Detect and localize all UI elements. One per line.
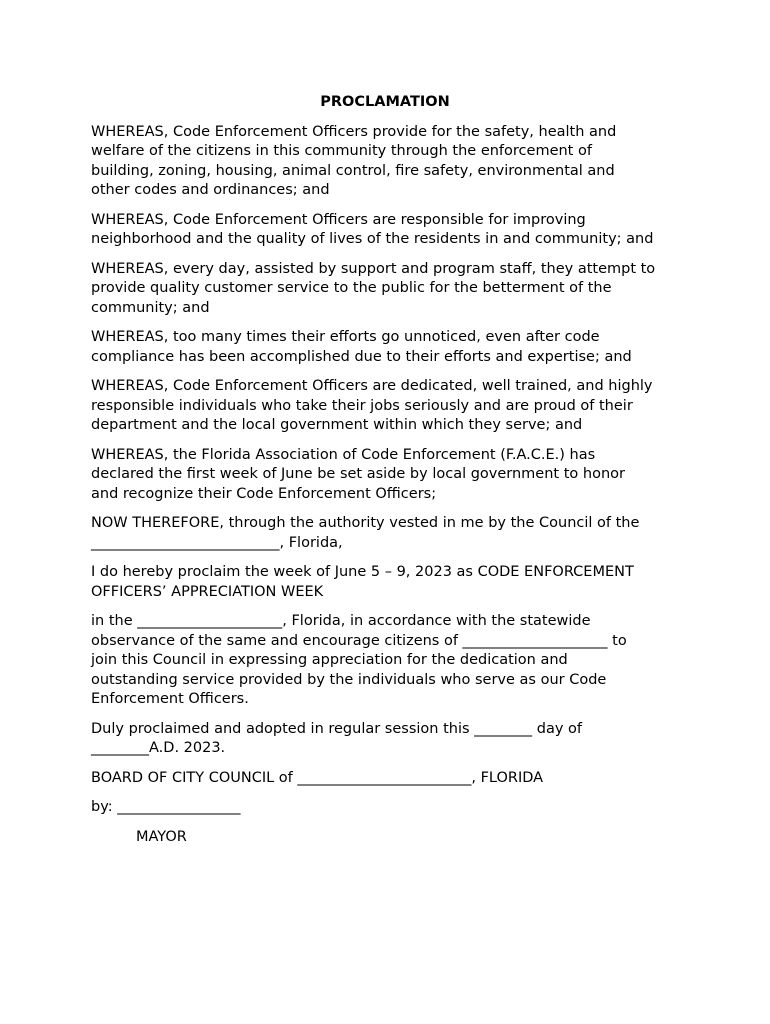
whereas-paragraph-6: WHEREAS, the Florida Association of Code Enforcement (F.A.C.E.) has declared the first week of June be set aside by local government to honor and recognize their Code Enforcement Officers; [91, 446, 625, 502]
whereas-paragraph-3: WHEREAS, every day, assisted by support and program staff, they attempt to provide quality customer service to the public for the betterment of the community; and [91, 260, 656, 316]
statewide-observance-paragraph: in the ____________________, Florida, in accordance with the statewide observance of the same and encourage citizens of ____________________ to join this Council in expressing appreciation for the dedication and outstanding service provided by the individuals who serve as our Code Enforcement Officers. [91, 613, 627, 707]
mayor-label: MAYOR [136, 828, 187, 845]
duly-proclaimed-paragraph: Duly proclaimed and adopted in regular session this ________ day of ________A.D. 2023. [91, 720, 583, 756]
whereas-paragraph-5: WHEREAS, Code Enforcement Officers are dedicated, well trained, and highly responsible individuals who take their jobs seriously and are proud of their department and the local government within which they serve; and [91, 378, 653, 433]
proclamation-document [91, 93, 691, 857]
board-line: BOARD OF CITY COUNCIL of ________________________, FLORIDA [91, 769, 544, 786]
whereas-paragraph-4: WHEREAS, too many times their efforts go unnoticed, even after code compliance has been accomplished due to their efforts and expertise; and [91, 329, 632, 365]
proclaim-paragraph: I do hereby proclaim the week of June 5 – 9, 2023 as CODE ENFORCEMENT OFFICERS’ APPRECIATION WEEK [91, 564, 634, 600]
now-therefore-paragraph: NOW THEREFORE, through the authority vested in me by the Council of the __________________________, Florida, [91, 515, 640, 551]
whereas-paragraph-2: WHEREAS, Code Enforcement Officers are responsible for improving neighborhood and the quality of lives of the residents in and community; and [91, 211, 654, 247]
whereas-paragraph-1: WHEREAS, Code Enforcement Officers provide for the safety, health and welfare of the citizens in this community through the enforcement of building, zoning, housing, animal control, fire safety, environmental and other codes and ordinances; and [91, 123, 617, 198]
signature-line: by: _________________ [91, 799, 241, 815]
document-title: PROCLAMATION [320, 94, 450, 110]
